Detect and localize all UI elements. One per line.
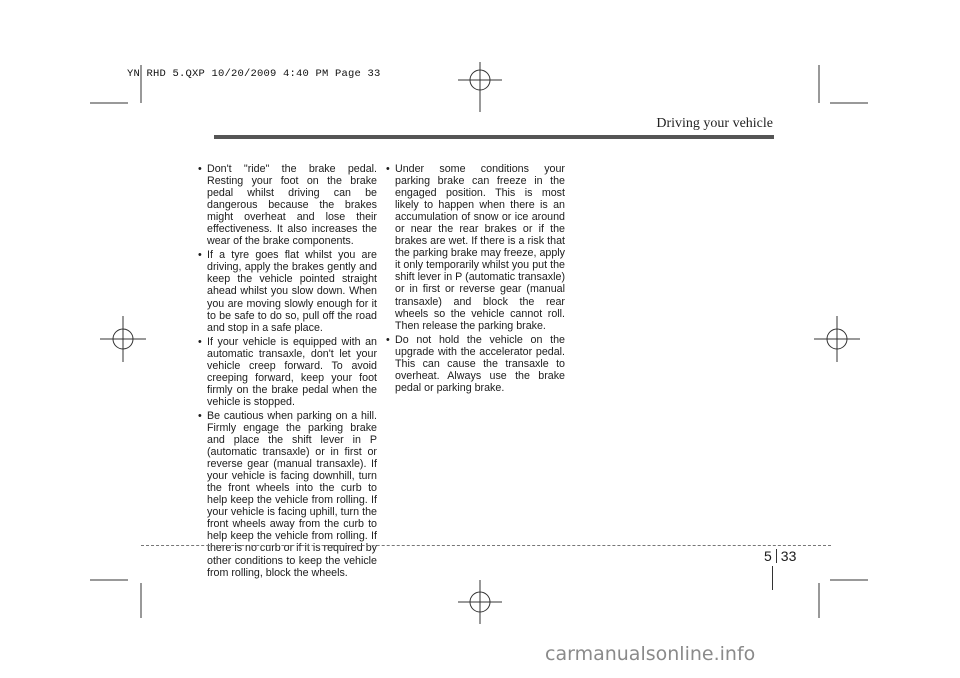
bullet-item: • Do not hold the vehicle on the upgrade with the accelerator pedal. This can cause the transaxle to overheat. Always use the brake pedal or parking brake. [386,334,565,394]
bullet-item: • Don't "ride" the brake pedal. Resting your foot on the brake pedal whilst driving can be dangerous because the brakes might overheat and lose their effectiveness. It also increases the wear of the brake components. [198,163,377,247]
watermark-text: carmanualsonline.info [545,643,756,665]
right-column [386,163,565,396]
registration-mark-right [814,316,860,362]
page-number-tick [772,566,773,590]
bullet-item: • Be cautious when parking on a hill. Firmly engage the parking brake and place the shift lever in P (automatic transaxle) or in first or reverse gear (manual transaxle). If your vehicle is facing downhill, turn the front wheels into the curb to help keep the vehicle from rolling. If your vehicle is facing uphill, turn the front wheels away from the curb to help keep the vehicle from rolling. If there is no curb or if it is required by other conditions to keep the vehicle from rolling, block the wheels. [198,410,377,579]
left-column [198,163,377,581]
page-number [764,548,796,564]
footer-dashed-rule [141,545,831,546]
bullet-item: • If your vehicle is equipped with an automatic transaxle, don't let your vehicle creep forward. To avoid creeping forward, keep your foot firmly on the brake pedal when the vehicle is stopped. [198,336,377,408]
section-title: Driving your vehicle [656,116,773,131]
bullet-item: • Under some conditions your parking brake can freeze in the engaged position. This is most likely to happen when there is an accumulation of snow or ice around or near the rear brakes or if the brakes are wet. If there is a risk that the parking brake may freeze, apply it only temporarily whilst you put the shift lever in P (automatic transaxle) or in first or reverse gear (manual transaxle) and block the rear wheels so the vehicle cannot roll. Then release the parking brake. [386,163,565,332]
registration-mark-top [458,62,502,112]
bullet-item: • If a tyre goes flat whilst you are driving, apply the brakes gently and keep the vehicle pointed straight ahead whilst you slow down. When you are moving slowly enough for it to be safe to do so, pull off the road and stop in a safe place. [198,249,377,333]
chapter-number: 5 [764,548,772,564]
page-number-separator [776,549,777,563]
registration-mark-left [100,316,146,362]
slug-line: YN RHD 5.QXP 10/20/2009 4:40 PM Page 33 [127,68,381,80]
header-rule [214,135,774,139]
page-number-value: 33 [780,548,797,564]
registration-mark-bottom [458,580,502,624]
